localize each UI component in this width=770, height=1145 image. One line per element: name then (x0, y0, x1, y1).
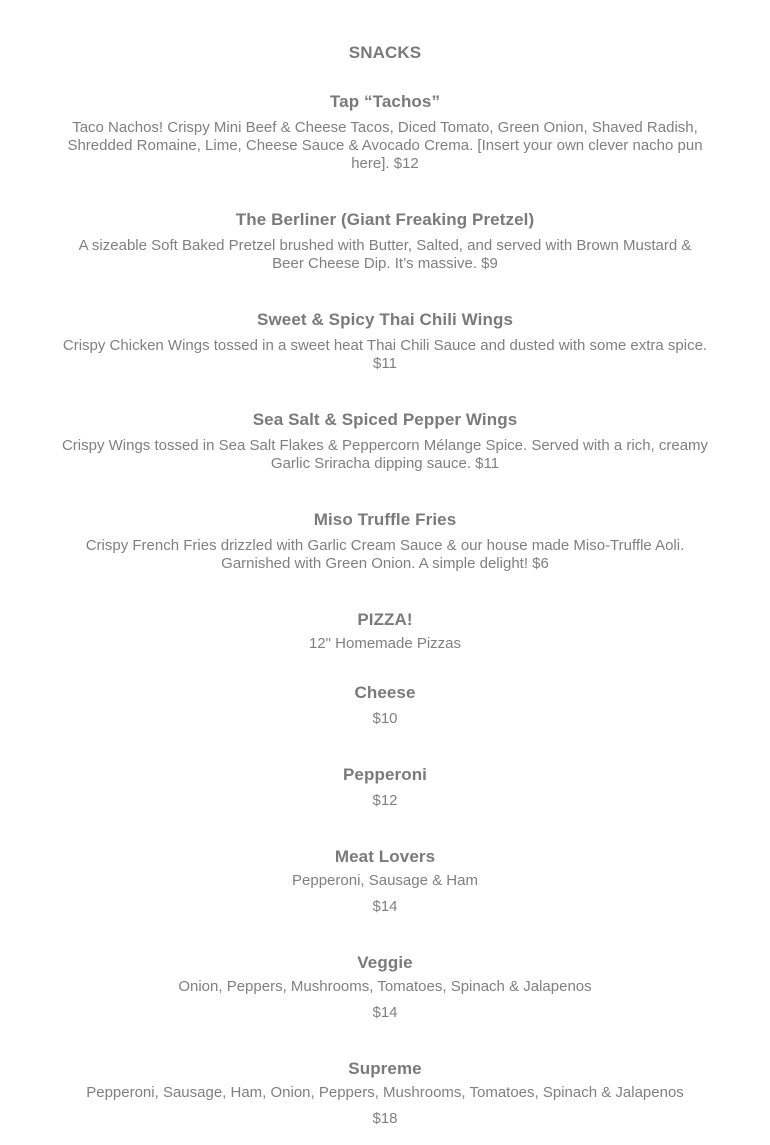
snack-item-description-line: Crispy Chicken Wings tossed in a sweet heat Thai Chili Sauce and dusted with some extra spice. (62, 337, 708, 354)
pizza-item-price: $14 (372, 898, 398, 915)
snack-item-description-line: Crispy French Fries drizzled with Garlic Cream Sauce & our house made Miso-Truffle Aoli. (85, 537, 685, 554)
snack-item-name: Tap “Tachos” (329, 92, 441, 111)
pizza-item-price: $10 (372, 710, 398, 727)
pizza-item-price: $12 (372, 792, 398, 809)
pizza-item-name: Supreme (348, 1059, 422, 1078)
pizza-item-name: Veggie (357, 953, 413, 972)
pizza-item-price: $14 (372, 1004, 398, 1021)
snack-item-name: The Berliner (Giant Freaking Pretzel) (235, 210, 535, 229)
snack-item-description-line: Garnished with Green Onion. A simple delight! $6 (221, 555, 549, 572)
snack-item-description-line: Garlic Sriracha dipping sauce. $11 (270, 455, 500, 472)
pizza-item-name: Meat Lovers (334, 847, 436, 866)
snack-item-description-line: here]. $12 (351, 155, 419, 172)
pizza-section-subtitle: 12" Homemade Pizzas (308, 635, 462, 652)
pizza-item-toppings: Pepperoni, Sausage & Ham (292, 872, 478, 889)
pizza-item-name: Cheese (354, 683, 416, 702)
snack-item-description-line: Shredded Romaine, Lime, Cheese Sauce & Avocado Crema. [Insert your own clever nacho pun (67, 137, 703, 154)
snack-item-description-line: Beer Cheese Dip. It’s massive. $9 (272, 255, 498, 272)
pizza-item-name: Pepperoni (342, 765, 428, 784)
snack-item-name: Miso Truffle Fries (313, 510, 457, 529)
snack-item-description-line: $11 (373, 355, 397, 372)
snack-item-name: Sweet & Spicy Thai Chili Wings (257, 310, 513, 329)
snacks-section-title: SNACKS (348, 43, 422, 62)
snack-item-description-line: Taco Nachos! Crispy Mini Beef & Cheese Tacos, Diced Tomato, Green Onion, Shaved Radish, (72, 119, 698, 136)
pizza-item-price: $18 (372, 1110, 398, 1127)
pizza-item-toppings: Pepperoni, Sausage, Ham, Onion, Peppers, Mushrooms, Tomatoes, Spinach & Jalapenos (86, 1084, 684, 1101)
pizza-item-toppings: Onion, Peppers, Mushrooms, Tomatoes, Spinach & Jalapenos (178, 978, 592, 995)
snack-item-description-line: Crispy Wings tossed in Sea Salt Flakes & Peppercorn Mélange Spice. Served with a rich, creamy (61, 437, 709, 454)
snack-item-description-line: A sizeable Soft Baked Pretzel brushed with Butter, Salted, and served with Brown Mustard & (78, 237, 692, 254)
snack-item-name: Sea Salt & Spiced Pepper Wings (252, 410, 518, 429)
pizza-section-title: PIZZA! (357, 610, 413, 629)
